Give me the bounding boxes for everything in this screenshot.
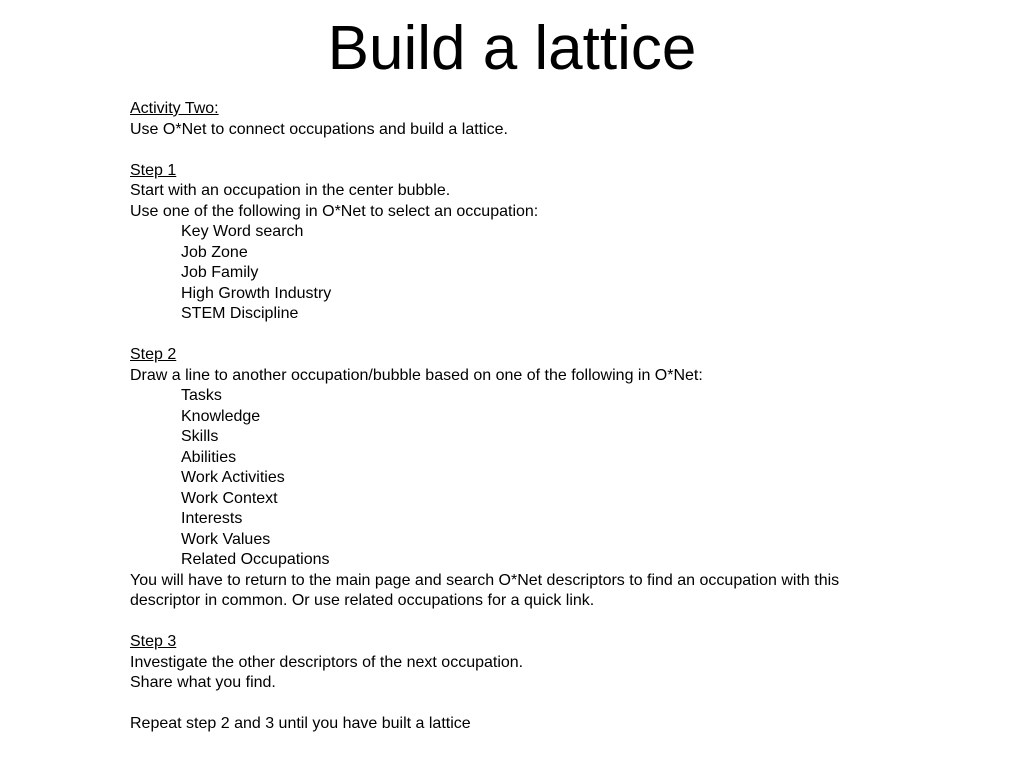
step1-item: STEM Discipline — [181, 305, 299, 322]
step2-item: Work Values — [181, 530, 271, 548]
spacer — [130, 694, 910, 715]
step1-line2: Use one of the following in O*Net to select an occupation: — [130, 202, 539, 220]
step1-line1: Start with an occupation in the center bubble. — [130, 182, 451, 199]
step2-note: You will have to return to the main page and search O*Net descriptors to find an occupation with this descriptor in common. Or use related occupations for a quick link. — [130, 571, 840, 609]
activity-heading: Activity Two: — [130, 100, 219, 117]
step2-item: Knowledge — [181, 407, 261, 425]
step1-item: Job Zone — [181, 243, 248, 261]
closing-instruction: Repeat step 2 and 3 until you have built a lattice — [130, 715, 471, 732]
step3-heading: Step 3 — [130, 633, 177, 650]
step2-item: Tasks — [181, 387, 222, 404]
step2-heading: Step 2 — [130, 346, 177, 363]
slide-title: Build a lattice — [327, 14, 697, 83]
step2-item: Abilities — [181, 448, 237, 466]
step2-item: Work Context — [181, 489, 278, 507]
step3-line2: Share what you find. — [130, 674, 276, 691]
step1-heading: Step 1 — [130, 161, 177, 179]
step2-item: Skills — [181, 428, 219, 445]
step2-line1: Draw a line to another occupation/bubble based on one of the following in O*Net: — [130, 366, 703, 384]
spacer — [130, 325, 910, 346]
step1-item: High Growth Industry — [181, 284, 332, 302]
step2-item: Interests — [181, 510, 243, 527]
spacer — [130, 612, 910, 633]
step3-line1: Investigate the other descriptors of the next occupation. — [130, 653, 524, 671]
step2-item: Work Activities — [181, 469, 285, 486]
slide-body — [130, 99, 910, 735]
step1-item: Job Family — [181, 264, 259, 281]
activity-description: Use O*Net to connect occupations and build a lattice. — [130, 120, 508, 138]
step2-item: Related Occupations — [181, 551, 330, 568]
step1-item: Key Word search — [181, 223, 304, 240]
spacer — [130, 140, 910, 161]
